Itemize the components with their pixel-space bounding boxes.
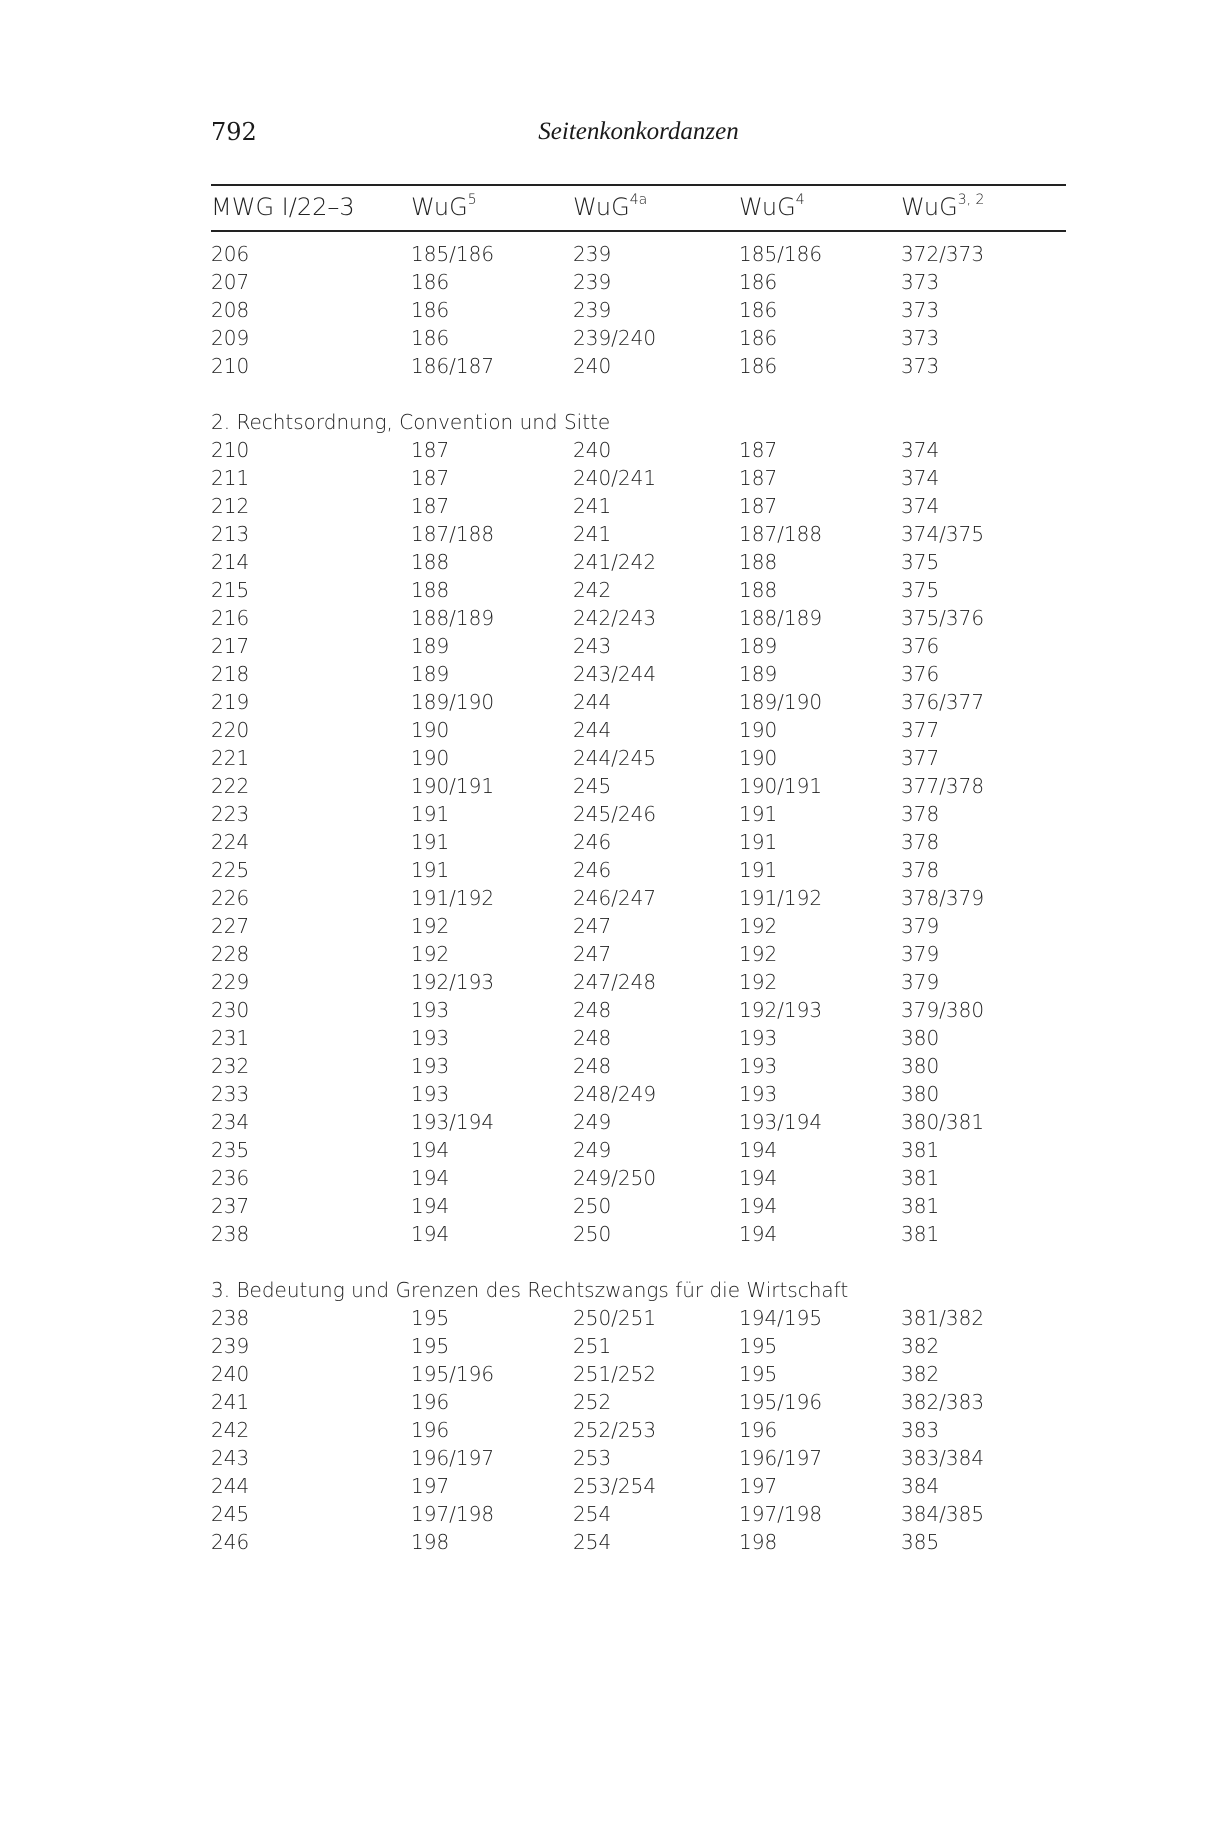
table-cell: 247 — [573, 942, 612, 966]
table-row — [211, 744, 1066, 772]
table-cell: 190 — [739, 718, 778, 742]
table-row — [211, 1220, 1066, 1248]
table-cell: 188 — [739, 578, 778, 602]
table-cell: 254 — [573, 1530, 612, 1554]
table-cell: 250 — [573, 1194, 612, 1218]
table-cell: 236 — [211, 1166, 250, 1190]
table-row — [211, 492, 1066, 520]
table-cell: 195 — [411, 1334, 450, 1358]
table-row — [211, 716, 1066, 744]
table-cell: 193 — [411, 1054, 450, 1078]
table-cell: 249 — [573, 1110, 612, 1134]
table-cell: 379 — [901, 942, 940, 966]
table-cell: 191 — [739, 830, 778, 854]
table-cell: 244 — [573, 690, 612, 714]
table-cell: 253/254 — [573, 1474, 657, 1498]
table-cell: 245/246 — [573, 802, 657, 826]
table-cell: 187/188 — [411, 522, 495, 546]
table-cell: 242 — [573, 578, 612, 602]
table-cell: 376/377 — [901, 690, 985, 714]
column-header-mwg: MWG I/22–3 — [211, 193, 355, 221]
table-cell: 196/197 — [411, 1446, 495, 1470]
table-cell: 196 — [739, 1418, 778, 1442]
table-cell: 228 — [211, 942, 250, 966]
table-cell: 373 — [901, 270, 940, 294]
table-row — [211, 296, 1066, 324]
table-cell: 248/249 — [573, 1082, 657, 1106]
table-cell: 241 — [573, 522, 612, 546]
table-row — [211, 1164, 1066, 1192]
table-cell: 249/250 — [573, 1166, 657, 1190]
table-row — [211, 1360, 1066, 1388]
table-cell: 225 — [211, 858, 250, 882]
table-cell: 192 — [739, 942, 778, 966]
table-section-2 — [211, 436, 1066, 1248]
table-cell: 375 — [901, 550, 940, 574]
table-cell: 193 — [411, 1026, 450, 1050]
table-cell: 224 — [211, 830, 250, 854]
table-cell: 206 — [211, 242, 250, 266]
table-cell: 378 — [901, 802, 940, 826]
table-cell: 374 — [901, 494, 940, 518]
table-cell: 234 — [211, 1110, 250, 1134]
table-cell: 226 — [211, 886, 250, 910]
table-cell: 194 — [411, 1194, 450, 1218]
table-cell: 192 — [739, 970, 778, 994]
table-cell: 238 — [211, 1222, 250, 1246]
table-cell: 381 — [901, 1138, 940, 1162]
table-section-1 — [211, 240, 1066, 380]
table-cell: 185/186 — [739, 242, 823, 266]
table-row — [211, 828, 1066, 856]
table-cell: 186 — [411, 270, 450, 294]
table-cell: 210 — [211, 354, 250, 378]
table-cell: 379 — [901, 914, 940, 938]
table-cell: 215 — [211, 578, 250, 602]
table-cell: 382 — [901, 1334, 940, 1358]
table-row — [211, 772, 1066, 800]
table-cell: 381 — [901, 1166, 940, 1190]
table-row — [211, 1024, 1066, 1052]
table-cell: 240 — [211, 1362, 250, 1386]
table-cell: 192 — [411, 942, 450, 966]
table-row — [211, 1108, 1066, 1136]
column-header-wug4a: WuG$^{4a}$ — [573, 192, 648, 221]
table-cell: 239 — [211, 1334, 250, 1358]
table-cell: 194 — [411, 1222, 450, 1246]
table-cell: 245 — [211, 1502, 250, 1526]
table-cell: 374/375 — [901, 522, 985, 546]
section-spacer — [211, 380, 1066, 408]
table-cell: 227 — [211, 914, 250, 938]
table-row — [211, 1388, 1066, 1416]
table-cell: 239/240 — [573, 326, 657, 350]
table-cell: 187 — [411, 466, 450, 490]
table-cell: 187 — [411, 438, 450, 462]
table-cell: 189/190 — [411, 690, 495, 714]
table-row — [211, 1500, 1066, 1528]
table-cell: 207 — [211, 270, 250, 294]
table-cell: 194 — [739, 1194, 778, 1218]
table-cell: 193 — [411, 998, 450, 1022]
table-row — [211, 940, 1066, 968]
table-cell: 218 — [211, 662, 250, 686]
table-cell: 194/195 — [739, 1306, 823, 1330]
table-cell: 191 — [411, 858, 450, 882]
table-row — [211, 1080, 1066, 1108]
table-cell: 194 — [411, 1138, 450, 1162]
table-cell: 381/382 — [901, 1306, 985, 1330]
table-cell: 195 — [411, 1306, 450, 1330]
table-cell: 384/385 — [901, 1502, 985, 1526]
table-cell: 382/383 — [901, 1390, 985, 1414]
table-cell: 197/198 — [739, 1502, 823, 1526]
table-cell: 214 — [211, 550, 250, 574]
section-title-rechtszwang: 3. Bedeutung und Grenzen des Rechtszwangs für die Wirtschaft — [211, 1278, 849, 1302]
table-cell: 247/248 — [573, 970, 657, 994]
table-section-3 — [211, 1304, 1066, 1556]
table-cell: 197 — [411, 1474, 450, 1498]
table-cell: 241 — [211, 1390, 250, 1414]
table-row — [211, 352, 1066, 380]
column-header-wug3-2: WuG$^{3, 2}$ — [901, 192, 985, 221]
table-cell: 380 — [901, 1026, 940, 1050]
table-cell: 187 — [739, 494, 778, 518]
table-cell: 187 — [411, 494, 450, 518]
table-cell: 251 — [573, 1334, 612, 1358]
table-cell: 222 — [211, 774, 250, 798]
table-row — [211, 856, 1066, 884]
table-cell: 191/192 — [739, 886, 823, 910]
table-cell: 187 — [739, 438, 778, 462]
table-cell: 378 — [901, 858, 940, 882]
table-row — [211, 968, 1066, 996]
table-cell: 194 — [739, 1222, 778, 1246]
table-cell: 372/373 — [901, 242, 985, 266]
table-cell: 251/252 — [573, 1362, 657, 1386]
table-cell: 375 — [901, 578, 940, 602]
table-cell: 211 — [211, 466, 250, 490]
concordance-table — [211, 184, 1066, 1556]
table-row — [211, 240, 1066, 268]
table-cell: 185/186 — [411, 242, 495, 266]
table-cell: 240 — [573, 438, 612, 462]
table-row — [211, 1052, 1066, 1080]
table-cell: 253 — [573, 1446, 612, 1470]
table-cell: 193 — [739, 1054, 778, 1078]
table-cell: 217 — [211, 634, 250, 658]
table-row — [211, 1304, 1066, 1332]
table-cell: 188/189 — [739, 606, 823, 630]
table-cell: 373 — [901, 354, 940, 378]
table-row — [211, 884, 1066, 912]
table-row — [211, 800, 1066, 828]
table-cell: 246/247 — [573, 886, 657, 910]
table-cell: 194 — [411, 1166, 450, 1190]
table-row — [211, 520, 1066, 548]
table-cell: 220 — [211, 718, 250, 742]
table-cell: 187 — [739, 466, 778, 490]
table-cell: 191 — [739, 802, 778, 826]
table-cell: 378/379 — [901, 886, 985, 910]
table-row — [211, 660, 1066, 688]
table-cell: 374 — [901, 438, 940, 462]
table-cell: 186/187 — [411, 354, 495, 378]
table-cell: 232 — [211, 1054, 250, 1078]
page-header — [211, 118, 1066, 150]
table-cell: 186 — [411, 298, 450, 322]
table-cell: 246 — [211, 1530, 250, 1554]
table-cell: 188 — [411, 550, 450, 574]
table-row — [211, 1528, 1066, 1556]
table-cell: 383/384 — [901, 1446, 985, 1470]
table-cell: 195/196 — [739, 1390, 823, 1414]
table-cell: 189 — [739, 634, 778, 658]
table-cell: 186 — [739, 326, 778, 350]
table-cell: 210 — [211, 438, 250, 462]
table-cell: 190 — [411, 718, 450, 742]
table-cell: 380 — [901, 1082, 940, 1106]
table-cell: 198 — [739, 1530, 778, 1554]
table-cell: 385 — [901, 1530, 940, 1554]
table-cell: 240 — [573, 354, 612, 378]
table-row — [211, 912, 1066, 940]
table-cell: 233 — [211, 1082, 250, 1106]
table-cell: 376 — [901, 634, 940, 658]
table-cell: 381 — [901, 1222, 940, 1246]
table-row — [211, 1332, 1066, 1360]
table-cell: 381 — [901, 1194, 940, 1218]
table-cell: 245 — [573, 774, 612, 798]
table-cell: 219 — [211, 690, 250, 714]
table-cell: 384 — [901, 1474, 940, 1498]
table-cell: 223 — [211, 802, 250, 826]
table-row — [211, 1416, 1066, 1444]
table-cell: 195/196 — [411, 1362, 495, 1386]
table-cell: 188 — [739, 550, 778, 574]
table-cell: 198 — [411, 1530, 450, 1554]
table-cell: 378 — [901, 830, 940, 854]
table-cell: 239 — [573, 298, 612, 322]
table-cell: 244 — [573, 718, 612, 742]
table-cell: 221 — [211, 746, 250, 770]
table-cell: 383 — [901, 1418, 940, 1442]
table-cell: 379/380 — [901, 998, 985, 1022]
table-row — [211, 548, 1066, 576]
table-cell: 191 — [739, 858, 778, 882]
table-cell: 377 — [901, 718, 940, 742]
table-row — [211, 436, 1066, 464]
table-cell: 188 — [411, 578, 450, 602]
table-cell: 186 — [411, 326, 450, 350]
table-cell: 250/251 — [573, 1306, 657, 1330]
column-header-wug4: WuG$^4$ — [739, 192, 805, 221]
table-cell: 246 — [573, 830, 612, 854]
table-cell: 196/197 — [739, 1446, 823, 1470]
table-cell: 246 — [573, 858, 612, 882]
table-cell: 193 — [739, 1082, 778, 1106]
table-header-row — [211, 186, 1066, 230]
table-cell: 380 — [901, 1054, 940, 1078]
table-cell: 241/242 — [573, 550, 657, 574]
table-cell: 190 — [739, 746, 778, 770]
table-cell: 249 — [573, 1138, 612, 1162]
table-cell: 197 — [739, 1474, 778, 1498]
table-cell: 192/193 — [411, 970, 495, 994]
table-cell: 195 — [739, 1362, 778, 1386]
table-cell: 193 — [411, 1082, 450, 1106]
table-cell: 191 — [411, 802, 450, 826]
table-cell: 243 — [573, 634, 612, 658]
table-cell: 248 — [573, 1054, 612, 1078]
table-cell: 189/190 — [739, 690, 823, 714]
table-cell: 190 — [411, 746, 450, 770]
table-cell: 186 — [739, 298, 778, 322]
table-cell: 192 — [411, 914, 450, 938]
table-cell: 248 — [573, 998, 612, 1022]
table-cell: 235 — [211, 1138, 250, 1162]
table-cell: 250 — [573, 1222, 612, 1246]
table-cell: 192 — [739, 914, 778, 938]
table-cell: 197/198 — [411, 1502, 495, 1526]
table-cell: 242 — [211, 1418, 250, 1442]
table-cell: 237 — [211, 1194, 250, 1218]
table-cell: 208 — [211, 298, 250, 322]
table-cell: 196 — [411, 1390, 450, 1414]
table-cell: 382 — [901, 1362, 940, 1386]
table-cell: 193/194 — [411, 1110, 495, 1134]
page-number: 792 — [211, 118, 257, 146]
table-cell: 244 — [211, 1474, 250, 1498]
table-cell: 190/191 — [411, 774, 495, 798]
table-cell: 248 — [573, 1026, 612, 1050]
table-cell: 231 — [211, 1026, 250, 1050]
table-row — [211, 464, 1066, 492]
table-cell: 244/245 — [573, 746, 657, 770]
table-cell: 252 — [573, 1390, 612, 1414]
table-row — [211, 268, 1066, 296]
table-cell: 191/192 — [411, 886, 495, 910]
table-cell: 242/243 — [573, 606, 657, 630]
table-cell: 241 — [573, 494, 612, 518]
table-cell: 243/244 — [573, 662, 657, 686]
column-header-wug5: WuG$^5$ — [411, 192, 477, 221]
table-row — [211, 1136, 1066, 1164]
table-cell: 247 — [573, 914, 612, 938]
table-cell: 377/378 — [901, 774, 985, 798]
table-cell: 239 — [573, 242, 612, 266]
table-row — [211, 1472, 1066, 1500]
table-row — [211, 324, 1066, 352]
table-row — [211, 688, 1066, 716]
table-cell: 238 — [211, 1306, 250, 1330]
table-cell: 240/241 — [573, 466, 657, 490]
table-cell: 192/193 — [739, 998, 823, 1022]
table-cell: 194 — [739, 1166, 778, 1190]
running-title: Seitenkonkordanzen — [538, 118, 739, 145]
table-cell: 186 — [739, 270, 778, 294]
table-cell: 189 — [411, 662, 450, 686]
table-cell: 380/381 — [901, 1110, 985, 1134]
table-cell: 213 — [211, 522, 250, 546]
table-cell: 195 — [739, 1334, 778, 1358]
table-row — [211, 604, 1066, 632]
table-cell: 252/253 — [573, 1418, 657, 1442]
table-cell: 254 — [573, 1502, 612, 1526]
table-cell: 239 — [573, 270, 612, 294]
table-cell: 216 — [211, 606, 250, 630]
table-cell: 230 — [211, 998, 250, 1022]
table-row — [211, 1192, 1066, 1220]
section-spacer — [211, 1248, 1066, 1276]
table-cell: 375/376 — [901, 606, 985, 630]
table-cell: 196 — [411, 1418, 450, 1442]
table-row — [211, 996, 1066, 1024]
table-cell: 212 — [211, 494, 250, 518]
table-cell: 190/191 — [739, 774, 823, 798]
table-cell: 373 — [901, 326, 940, 350]
section-title-rechtsordnung: 2. Rechtsordnung, Convention und Sitte — [211, 410, 611, 434]
table-row — [211, 1444, 1066, 1472]
table-cell: 209 — [211, 326, 250, 350]
table-header-rule — [211, 230, 1066, 232]
table-cell: 243 — [211, 1446, 250, 1470]
table-cell: 376 — [901, 662, 940, 686]
table-cell: 193 — [739, 1026, 778, 1050]
table-row — [211, 576, 1066, 604]
table-cell: 379 — [901, 970, 940, 994]
table-cell: 191 — [411, 830, 450, 854]
table-row — [211, 632, 1066, 660]
table-cell: 188/189 — [411, 606, 495, 630]
table-cell: 374 — [901, 466, 940, 490]
table-cell: 186 — [739, 354, 778, 378]
table-cell: 193/194 — [739, 1110, 823, 1134]
table-cell: 373 — [901, 298, 940, 322]
table-cell: 189 — [411, 634, 450, 658]
table-cell: 194 — [739, 1138, 778, 1162]
table-cell: 187/188 — [739, 522, 823, 546]
table-cell: 377 — [901, 746, 940, 770]
table-cell: 229 — [211, 970, 250, 994]
table-cell: 189 — [739, 662, 778, 686]
